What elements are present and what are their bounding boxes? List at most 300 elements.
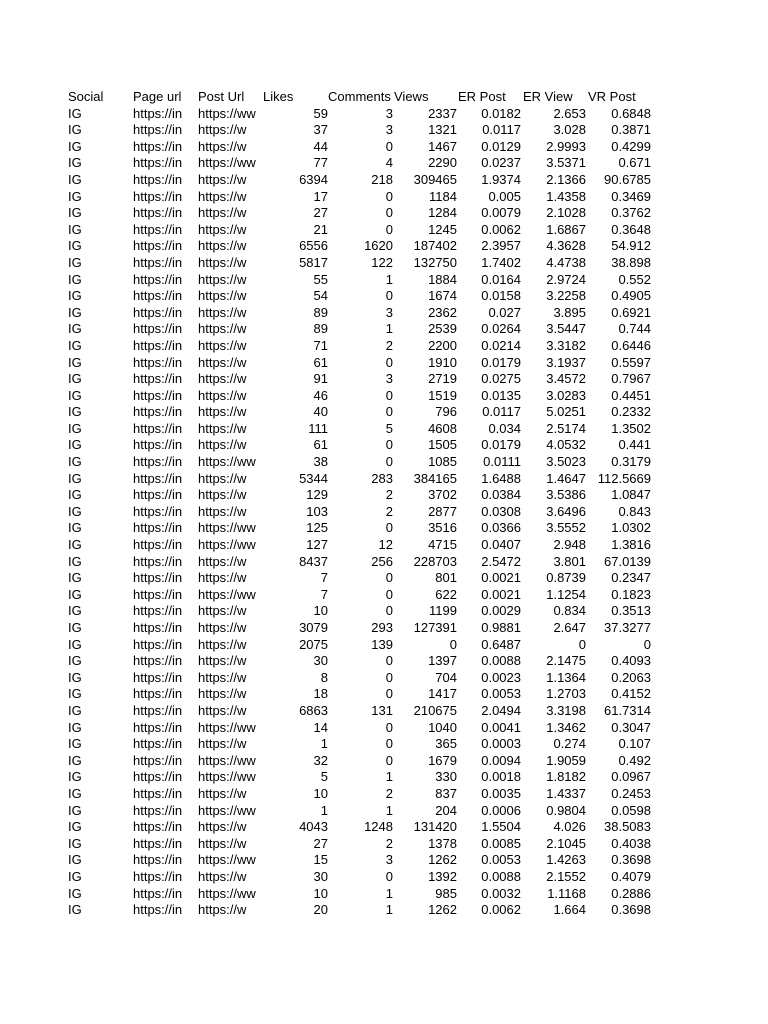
cell-er-view[interactable]: 3.1937: [546, 354, 586, 370]
cell-er-view[interactable]: 1.1254: [546, 586, 586, 602]
cell-social[interactable]: IG: [68, 487, 82, 503]
cell-social[interactable]: IG: [68, 719, 82, 735]
cell-vr-post[interactable]: 0.7967: [611, 371, 651, 387]
cell-views[interactable]: 1884: [428, 271, 457, 287]
cell-social[interactable]: IG: [68, 205, 82, 221]
cell-er-post[interactable]: 1.9374: [481, 171, 521, 187]
cell-er-view[interactable]: 0.8739: [546, 570, 586, 586]
cell-post-url[interactable]: https://ww: [198, 454, 256, 470]
cell-likes[interactable]: 61: [313, 354, 328, 370]
cell-vr-post[interactable]: 1.0302: [611, 520, 651, 536]
cell-comments[interactable]: 0: [385, 387, 393, 403]
cell-comments[interactable]: 0: [385, 752, 393, 768]
cell-views[interactable]: 228703: [413, 553, 457, 569]
cell-page-url[interactable]: https://in: [133, 288, 183, 304]
cell-views[interactable]: 365: [435, 736, 457, 752]
cell-page-url[interactable]: https://in: [133, 636, 183, 652]
cell-vr-post[interactable]: 0.0598: [611, 802, 651, 818]
cell-er-view[interactable]: 1.4358: [546, 188, 586, 204]
cell-comments[interactable]: 0: [385, 653, 393, 669]
cell-social[interactable]: IG: [68, 603, 82, 619]
cell-er-view[interactable]: 1.4263: [546, 852, 586, 868]
cell-social[interactable]: IG: [68, 852, 82, 868]
cell-comments[interactable]: 4: [385, 155, 393, 171]
cell-post-url[interactable]: https://w: [198, 420, 247, 436]
cell-page-url[interactable]: https://in: [133, 570, 183, 586]
cell-vr-post[interactable]: 0.3762: [611, 205, 651, 221]
cell-page-url[interactable]: https://in: [133, 620, 183, 635]
cell-likes[interactable]: 27: [313, 205, 328, 221]
cell-views[interactable]: 837: [435, 785, 457, 801]
cell-page-url[interactable]: https://in: [133, 254, 183, 270]
cell-page-url[interactable]: https://in: [133, 238, 183, 254]
cell-page-url[interactable]: https://in: [133, 171, 183, 187]
cell-likes[interactable]: 15: [313, 852, 328, 868]
cell-comments[interactable]: 0: [385, 454, 393, 470]
cell-views[interactable]: 131420: [413, 819, 457, 835]
cell-er-post[interactable]: 0.0053: [481, 686, 521, 702]
cell-comments[interactable]: 2: [385, 785, 393, 801]
cell-views[interactable]: 3702: [428, 487, 457, 503]
cell-page-url[interactable]: https://in: [133, 122, 183, 138]
cell-comments[interactable]: 2: [385, 503, 393, 519]
cell-vr-post[interactable]: 0.3469: [611, 188, 651, 204]
cell-comments[interactable]: 2: [385, 487, 393, 503]
cell-likes[interactable]: 127: [306, 537, 328, 553]
cell-comments[interactable]: 1: [385, 321, 393, 337]
cell-post-url[interactable]: https://w: [198, 188, 247, 204]
cell-social[interactable]: IG: [68, 752, 82, 768]
cell-likes[interactable]: 27: [313, 835, 328, 851]
cell-likes[interactable]: 3079: [299, 620, 328, 635]
cell-views[interactable]: 2719: [428, 371, 457, 387]
cell-vr-post[interactable]: 0.441: [618, 437, 651, 453]
cell-er-post[interactable]: 0.0111: [483, 454, 521, 470]
cell-vr-post[interactable]: 0.3179: [611, 454, 651, 470]
cell-post-url[interactable]: https://w: [198, 487, 247, 503]
cell-vr-post[interactable]: 0.5597: [611, 354, 651, 370]
cell-views[interactable]: 985: [435, 885, 457, 901]
cell-vr-post[interactable]: 0.552: [618, 271, 651, 287]
cell-er-view[interactable]: 2.653: [553, 105, 586, 121]
cell-social[interactable]: IG: [68, 520, 82, 536]
cell-er-post[interactable]: 0.0062: [481, 221, 521, 237]
cell-likes[interactable]: 125: [306, 520, 328, 536]
cell-social[interactable]: IG: [68, 321, 82, 337]
cell-page-url[interactable]: https://in: [133, 271, 183, 287]
cell-er-view[interactable]: 3.5371: [546, 155, 586, 171]
cell-er-view[interactable]: 3.6496: [546, 503, 586, 519]
cell-comments[interactable]: 256: [371, 553, 393, 569]
cell-likes[interactable]: 89: [313, 304, 328, 320]
cell-vr-post[interactable]: 37.3277: [604, 620, 651, 635]
cell-page-url[interactable]: https://in: [133, 752, 183, 768]
cell-vr-post[interactable]: 54.912: [611, 238, 651, 254]
cell-post-url[interactable]: https://w: [198, 404, 247, 420]
cell-vr-post[interactable]: 0.4451: [611, 387, 651, 403]
cell-comments[interactable]: 1: [385, 802, 393, 818]
cell-comments[interactable]: 0: [385, 736, 393, 752]
cell-er-post[interactable]: 0.0003: [481, 736, 521, 752]
cell-vr-post[interactable]: 0.671: [618, 155, 651, 171]
cell-social[interactable]: IG: [68, 354, 82, 370]
cell-page-url[interactable]: https://in: [133, 868, 183, 884]
cell-likes[interactable]: 4043: [299, 819, 328, 835]
cell-views[interactable]: 1679: [428, 752, 457, 768]
cell-views[interactable]: 1392: [428, 868, 457, 884]
cell-er-post[interactable]: 2.5472: [481, 553, 521, 569]
cell-social[interactable]: IG: [68, 171, 82, 187]
cell-er-view[interactable]: 4.0532: [546, 437, 586, 453]
cell-vr-post[interactable]: 0.1823: [611, 586, 651, 602]
cell-likes[interactable]: 6863: [299, 702, 328, 718]
cell-likes[interactable]: 5344: [299, 470, 328, 486]
cell-comments[interactable]: 1: [385, 271, 393, 287]
cell-er-view[interactable]: 0.9804: [546, 802, 586, 818]
cell-page-url[interactable]: https://in: [133, 138, 183, 154]
cell-er-post[interactable]: 0.0035: [481, 785, 521, 801]
cell-social[interactable]: IG: [68, 105, 82, 121]
cell-post-url[interactable]: https://ww: [198, 520, 256, 536]
cell-social[interactable]: IG: [68, 553, 82, 569]
cell-views[interactable]: 2290: [428, 155, 457, 171]
cell-views[interactable]: 1519: [428, 387, 457, 403]
cell-er-view[interactable]: 2.1366: [546, 171, 586, 187]
cell-er-post[interactable]: 0.9881: [481, 620, 521, 635]
cell-er-view[interactable]: 1.4337: [546, 785, 586, 801]
cell-er-view[interactable]: 2.1475: [546, 653, 586, 669]
cell-page-url[interactable]: https://in: [133, 487, 183, 503]
cell-vr-post[interactable]: 0.3698: [611, 902, 651, 918]
cell-views[interactable]: 1910: [428, 354, 457, 370]
cell-likes[interactable]: 7: [320, 570, 328, 586]
cell-vr-post[interactable]: 0.6446: [611, 337, 651, 353]
cell-likes[interactable]: 89: [313, 321, 328, 337]
cell-page-url[interactable]: https://in: [133, 188, 183, 204]
cell-views[interactable]: 1284: [428, 205, 457, 221]
cell-views[interactable]: 309465: [413, 171, 457, 187]
cell-social[interactable]: IG: [68, 835, 82, 851]
cell-likes[interactable]: 2075: [299, 636, 328, 652]
cell-vr-post[interactable]: 0.6921: [611, 304, 651, 320]
cell-er-post[interactable]: 0.0018: [481, 769, 521, 785]
cell-er-view[interactable]: 0.274: [553, 736, 586, 752]
cell-post-url[interactable]: https://w: [198, 835, 247, 851]
cell-social[interactable]: IG: [68, 138, 82, 154]
cell-page-url[interactable]: https://in: [133, 885, 183, 901]
cell-comments[interactable]: 0: [385, 686, 393, 702]
header-likes[interactable]: Likes: [263, 89, 294, 104]
cell-likes[interactable]: 8: [320, 669, 328, 685]
cell-page-url[interactable]: https://in: [133, 503, 183, 519]
cell-er-view[interactable]: 2.9993: [546, 138, 586, 154]
cell-er-post[interactable]: 0.0179: [481, 354, 521, 370]
cell-likes[interactable]: 103: [306, 503, 328, 519]
cell-page-url[interactable]: https://in: [133, 420, 183, 436]
cell-er-view[interactable]: 3.5552: [546, 520, 586, 536]
cell-page-url[interactable]: https://in: [133, 337, 183, 353]
cell-er-post[interactable]: 0.027: [488, 304, 521, 320]
cell-er-post[interactable]: 0.0384: [481, 487, 521, 503]
cell-er-post[interactable]: 0.0214: [481, 337, 521, 353]
cell-er-post[interactable]: 1.5504: [481, 819, 521, 835]
cell-er-post[interactable]: 0.0023: [481, 669, 521, 685]
cell-vr-post[interactable]: 1.3816: [611, 537, 651, 553]
cell-er-post[interactable]: 0.0088: [481, 653, 521, 669]
cell-likes[interactable]: 1: [320, 736, 328, 752]
cell-vr-post[interactable]: 0.4038: [611, 835, 651, 851]
cell-views[interactable]: 187402: [413, 238, 457, 254]
cell-likes[interactable]: 30: [313, 868, 328, 884]
cell-post-url[interactable]: https://ww: [198, 769, 256, 785]
cell-er-post[interactable]: 2.3957: [481, 238, 521, 254]
cell-social[interactable]: IG: [68, 304, 82, 320]
cell-vr-post[interactable]: 0.3047: [611, 719, 651, 735]
cell-comments[interactable]: 3: [385, 105, 393, 121]
cell-er-post[interactable]: 0.0117: [482, 122, 521, 138]
cell-er-view[interactable]: 4.3628: [546, 238, 586, 254]
cell-views[interactable]: 3516: [428, 520, 457, 536]
cell-er-view[interactable]: 2.9724: [546, 271, 586, 287]
cell-social[interactable]: IG: [68, 288, 82, 304]
cell-post-url[interactable]: https://w: [198, 354, 247, 370]
cell-er-view[interactable]: 2.1552: [546, 868, 586, 884]
cell-page-url[interactable]: https://in: [133, 719, 183, 735]
cell-post-url[interactable]: https://w: [198, 238, 247, 254]
cell-comments[interactable]: 3: [385, 371, 393, 387]
cell-er-post[interactable]: 0.0088: [481, 868, 521, 884]
cell-page-url[interactable]: https://in: [133, 802, 183, 818]
cell-views[interactable]: 1467: [428, 138, 457, 154]
cell-vr-post[interactable]: 0.843: [618, 503, 651, 519]
cell-likes[interactable]: 46: [313, 387, 328, 403]
cell-comments[interactable]: 0: [385, 603, 393, 619]
cell-social[interactable]: IG: [68, 868, 82, 884]
cell-er-post[interactable]: 0.0179: [481, 437, 521, 453]
cell-er-post[interactable]: 0.0164: [481, 271, 521, 287]
cell-page-url[interactable]: https://in: [133, 769, 183, 785]
cell-social[interactable]: IG: [68, 155, 82, 171]
cell-views[interactable]: 1417: [428, 686, 457, 702]
cell-social[interactable]: IG: [68, 702, 82, 718]
cell-comments[interactable]: 5: [385, 420, 393, 436]
cell-page-url[interactable]: https://in: [133, 835, 183, 851]
cell-views[interactable]: 330: [435, 769, 457, 785]
cell-comments[interactable]: 139: [371, 636, 393, 652]
cell-er-view[interactable]: 1.9059: [546, 752, 586, 768]
cell-er-post[interactable]: 0.0117: [482, 404, 521, 420]
cell-post-url[interactable]: https://w: [198, 620, 247, 635]
cell-er-view[interactable]: 2.5174: [546, 420, 586, 436]
cell-comments[interactable]: 0: [385, 437, 393, 453]
cell-er-view[interactable]: 1.8182: [546, 769, 586, 785]
cell-social[interactable]: IG: [68, 802, 82, 818]
cell-likes[interactable]: 111: [308, 420, 328, 436]
cell-post-url[interactable]: https://w: [198, 371, 247, 387]
cell-likes[interactable]: 91: [313, 371, 328, 387]
cell-post-url[interactable]: https://w: [198, 702, 247, 718]
cell-social[interactable]: IG: [68, 669, 82, 685]
cell-post-url[interactable]: https://w: [198, 254, 247, 270]
cell-post-url[interactable]: https://w: [198, 570, 247, 586]
cell-page-url[interactable]: https://in: [133, 304, 183, 320]
cell-vr-post[interactable]: 0.3648: [611, 221, 651, 237]
cell-page-url[interactable]: https://in: [133, 902, 183, 918]
cell-likes[interactable]: 10: [313, 885, 328, 901]
cell-social[interactable]: IG: [68, 404, 82, 420]
cell-vr-post[interactable]: 38.5083: [604, 819, 651, 835]
cell-vr-post[interactable]: 0.107: [618, 736, 651, 752]
cell-page-url[interactable]: https://in: [133, 553, 183, 569]
cell-page-url[interactable]: https://in: [133, 454, 183, 470]
cell-vr-post[interactable]: 67.0139: [604, 553, 651, 569]
cell-er-post[interactable]: 0.0094: [481, 752, 521, 768]
cell-social[interactable]: IG: [68, 254, 82, 270]
header-social[interactable]: Social: [68, 89, 104, 104]
cell-page-url[interactable]: https://in: [133, 155, 183, 171]
cell-page-url[interactable]: https://in: [133, 686, 183, 702]
cell-post-url[interactable]: https://w: [198, 785, 247, 801]
cell-er-view[interactable]: 1.6867: [546, 221, 586, 237]
cell-page-url[interactable]: https://in: [133, 736, 183, 752]
cell-comments[interactable]: 1620: [364, 238, 393, 254]
cell-likes[interactable]: 37: [313, 122, 328, 138]
cell-er-view[interactable]: 1.664: [553, 902, 586, 918]
cell-post-url[interactable]: https://ww: [198, 852, 256, 868]
cell-comments[interactable]: 1: [385, 885, 393, 901]
cell-comments[interactable]: 1: [385, 769, 393, 785]
cell-page-url[interactable]: https://in: [133, 653, 183, 669]
cell-post-url[interactable]: https://w: [198, 171, 247, 187]
cell-vr-post[interactable]: 0.4093: [611, 653, 651, 669]
header-vr-post[interactable]: VR Post: [588, 89, 636, 104]
cell-vr-post[interactable]: 0.2453: [611, 785, 651, 801]
cell-likes[interactable]: 7: [320, 586, 328, 602]
cell-post-url[interactable]: https://ww: [198, 752, 256, 768]
cell-er-view[interactable]: 1.3462: [546, 719, 586, 735]
cell-comments[interactable]: 0: [385, 719, 393, 735]
cell-likes[interactable]: 6394: [299, 171, 328, 187]
cell-post-url[interactable]: https://w: [198, 321, 247, 337]
cell-post-url[interactable]: https://w: [198, 304, 247, 320]
cell-post-url[interactable]: https://w: [198, 553, 247, 569]
cell-er-view[interactable]: 1.2703: [546, 686, 586, 702]
cell-likes[interactable]: 61: [313, 437, 328, 453]
cell-likes[interactable]: 40: [313, 404, 328, 420]
cell-views[interactable]: 796: [435, 404, 457, 420]
cell-likes[interactable]: 5: [320, 769, 328, 785]
cell-social[interactable]: IG: [68, 570, 82, 586]
cell-er-view[interactable]: 2.647: [553, 620, 586, 635]
cell-er-post[interactable]: 0.0053: [481, 852, 521, 868]
cell-views[interactable]: 1378: [428, 835, 457, 851]
cell-page-url[interactable]: https://in: [133, 852, 183, 868]
cell-views[interactable]: 1085: [428, 454, 457, 470]
header-comments[interactable]: Comments: [328, 89, 394, 106]
cell-vr-post[interactable]: 0.2063: [611, 669, 651, 685]
cell-views[interactable]: 1321: [428, 122, 457, 138]
cell-er-view[interactable]: 3.5023: [546, 454, 586, 470]
cell-page-url[interactable]: https://in: [133, 702, 183, 718]
cell-page-url[interactable]: https://in: [133, 669, 183, 685]
cell-social[interactable]: IG: [68, 736, 82, 752]
cell-comments[interactable]: 3: [385, 122, 393, 138]
cell-likes[interactable]: 77: [313, 155, 328, 171]
cell-post-url[interactable]: https://w: [198, 470, 247, 486]
cell-views[interactable]: 0: [449, 636, 457, 652]
cell-views[interactable]: 622: [435, 586, 457, 602]
cell-er-view[interactable]: 2.1045: [546, 835, 586, 851]
cell-page-url[interactable]: https://in: [133, 470, 183, 486]
cell-er-post[interactable]: 0.0135: [481, 387, 521, 403]
cell-post-url[interactable]: https://w: [198, 736, 247, 752]
cell-er-post[interactable]: 0.0062: [481, 902, 521, 918]
cell-er-post[interactable]: 0.0021: [481, 586, 521, 602]
cell-er-view[interactable]: 3.2258: [546, 288, 586, 304]
cell-comments[interactable]: 3: [385, 852, 393, 868]
cell-views[interactable]: 1505: [428, 437, 457, 453]
cell-comments[interactable]: 0: [385, 205, 393, 221]
cell-er-post[interactable]: 0.0182: [481, 105, 521, 121]
cell-er-post[interactable]: 2.0494: [481, 702, 521, 718]
cell-er-view[interactable]: 3.4572: [546, 371, 586, 387]
cell-views[interactable]: 1184: [429, 188, 457, 204]
cell-er-post[interactable]: 0.0085: [481, 835, 521, 851]
cell-vr-post[interactable]: 0.2332: [611, 404, 651, 420]
header-er-view[interactable]: ER View: [523, 89, 573, 104]
cell-er-post[interactable]: 1.6488: [481, 470, 521, 486]
cell-social[interactable]: IG: [68, 188, 82, 204]
cell-post-url[interactable]: https://w: [198, 686, 247, 702]
cell-comments[interactable]: 0: [385, 669, 393, 685]
cell-post-url[interactable]: https://w: [198, 205, 247, 221]
cell-views[interactable]: 2337: [428, 105, 457, 121]
cell-likes[interactable]: 20: [313, 902, 328, 918]
cell-views[interactable]: 210675: [413, 702, 457, 718]
cell-views[interactable]: 384165: [413, 470, 457, 486]
cell-vr-post[interactable]: 0.2347: [611, 570, 651, 586]
cell-comments[interactable]: 0: [385, 868, 393, 884]
cell-social[interactable]: IG: [68, 586, 82, 602]
cell-views[interactable]: 4608: [428, 420, 457, 436]
cell-post-url[interactable]: https://w: [198, 437, 247, 453]
cell-er-view[interactable]: 1.1364: [546, 669, 586, 685]
cell-social[interactable]: IG: [68, 885, 82, 901]
cell-post-url[interactable]: https://w: [198, 819, 247, 835]
cell-likes[interactable]: 5817: [299, 254, 328, 270]
cell-vr-post[interactable]: 0.3871: [611, 122, 651, 138]
cell-er-view[interactable]: 0: [578, 636, 586, 652]
cell-views[interactable]: 1262: [428, 902, 457, 918]
cell-comments[interactable]: 0: [385, 138, 393, 154]
cell-comments[interactable]: 131: [371, 702, 393, 718]
cell-post-url[interactable]: https://w: [198, 636, 247, 652]
cell-likes[interactable]: 17: [313, 188, 328, 204]
cell-page-url[interactable]: https://in: [133, 371, 183, 387]
cell-likes[interactable]: 10: [313, 785, 328, 801]
cell-social[interactable]: IG: [68, 454, 82, 470]
cell-comments[interactable]: 2: [385, 337, 393, 353]
cell-likes[interactable]: 14: [313, 719, 328, 735]
cell-vr-post[interactable]: 1.3502: [611, 420, 651, 436]
cell-likes[interactable]: 10: [313, 603, 328, 619]
cell-comments[interactable]: 0: [385, 188, 393, 204]
cell-page-url[interactable]: https://in: [133, 221, 183, 237]
cell-views[interactable]: 801: [435, 570, 457, 586]
cell-page-url[interactable]: https://in: [133, 603, 183, 619]
cell-views[interactable]: 1262: [428, 852, 457, 868]
cell-er-post[interactable]: 0.0275: [481, 371, 521, 387]
